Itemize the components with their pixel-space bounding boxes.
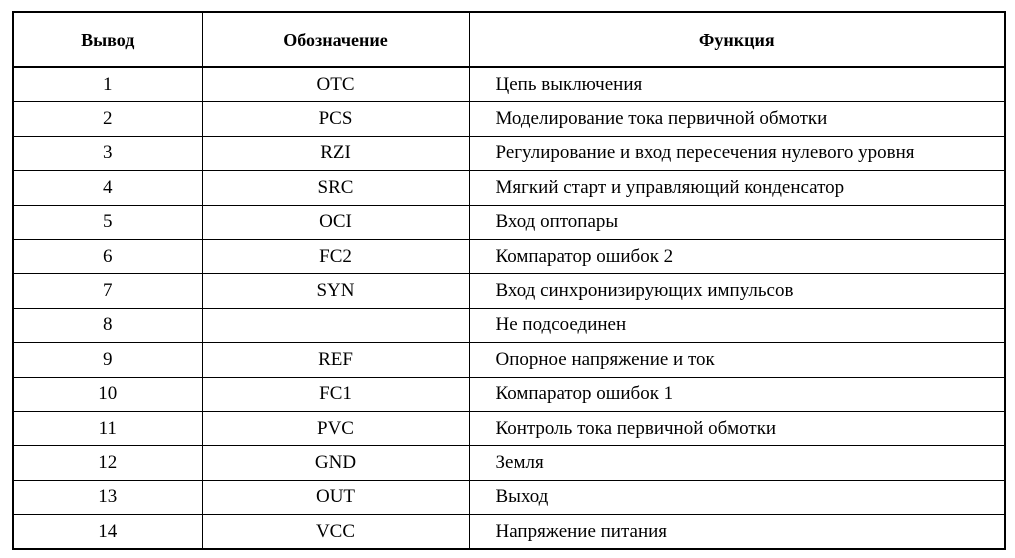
designation-cell: OTC xyxy=(202,67,469,102)
header-function: Функция xyxy=(469,12,1005,67)
function-cell: Опорное напряжение и ток xyxy=(469,343,1005,377)
table-row xyxy=(13,411,1005,445)
pin-number-cell: 14 xyxy=(13,515,202,550)
designation-cell: OCI xyxy=(202,205,469,239)
header-pin: Вывод xyxy=(13,12,202,67)
pin-number-cell: 6 xyxy=(13,239,202,273)
pin-number-cell: 11 xyxy=(13,411,202,445)
function-cell: Регулирование и вход пересечения нулевого уровня xyxy=(469,136,1005,170)
pin-number-cell: 7 xyxy=(13,274,202,308)
header-designation: Обозначение xyxy=(202,12,469,67)
designation-cell: FC2 xyxy=(202,239,469,273)
table-row xyxy=(13,377,1005,411)
function-cell: Моделирование тока первичной обмотки xyxy=(469,102,1005,136)
designation-cell: GND xyxy=(202,446,469,480)
function-cell: Мягкий старт и управляющий конденсатор xyxy=(469,171,1005,205)
designation-cell: RZI xyxy=(202,136,469,170)
function-cell: Контроль тока первичной обмотки xyxy=(469,411,1005,445)
function-cell: Цепь выключения xyxy=(469,67,1005,102)
function-cell: Вход оптопары xyxy=(469,205,1005,239)
function-cell: Компаратор ошибок 1 xyxy=(469,377,1005,411)
function-cell: Вход синхронизирующих импульсов xyxy=(469,274,1005,308)
function-cell: Не подсоединен xyxy=(469,308,1005,342)
pin-number-cell: 8 xyxy=(13,308,202,342)
pin-number-cell: 5 xyxy=(13,205,202,239)
function-cell: Компаратор ошибок 2 xyxy=(469,239,1005,273)
table-row xyxy=(13,171,1005,205)
pin-number-cell: 10 xyxy=(13,377,202,411)
pin-number-cell: 3 xyxy=(13,136,202,170)
pin-number-cell: 9 xyxy=(13,343,202,377)
table-row xyxy=(13,274,1005,308)
designation-cell xyxy=(202,308,469,342)
designation-cell: PCS xyxy=(202,102,469,136)
table-header xyxy=(13,12,1005,67)
designation-cell: VCC xyxy=(202,515,469,550)
pin-number-cell: 4 xyxy=(13,171,202,205)
table-row xyxy=(13,102,1005,136)
table-row xyxy=(13,136,1005,170)
designation-cell: FC1 xyxy=(202,377,469,411)
table-row xyxy=(13,308,1005,342)
table-row xyxy=(13,67,1005,102)
table-row xyxy=(13,343,1005,377)
table-row xyxy=(13,515,1005,550)
pin-number-cell: 12 xyxy=(13,446,202,480)
pin-assignment-table xyxy=(12,11,1006,550)
designation-cell: REF xyxy=(202,343,469,377)
function-cell: Земля xyxy=(469,446,1005,480)
designation-cell: OUT xyxy=(202,480,469,514)
table-row xyxy=(13,480,1005,514)
header-row xyxy=(13,12,1005,67)
table-body xyxy=(13,67,1005,549)
table-row xyxy=(13,239,1005,273)
function-cell: Напряжение питания xyxy=(469,515,1005,550)
designation-cell: SYN xyxy=(202,274,469,308)
pin-number-cell: 2 xyxy=(13,102,202,136)
function-cell: Выход xyxy=(469,480,1005,514)
pin-number-cell: 1 xyxy=(13,67,202,102)
designation-cell: PVC xyxy=(202,411,469,445)
pin-number-cell: 13 xyxy=(13,480,202,514)
table-row xyxy=(13,205,1005,239)
table-row xyxy=(13,446,1005,480)
designation-cell: SRC xyxy=(202,171,469,205)
